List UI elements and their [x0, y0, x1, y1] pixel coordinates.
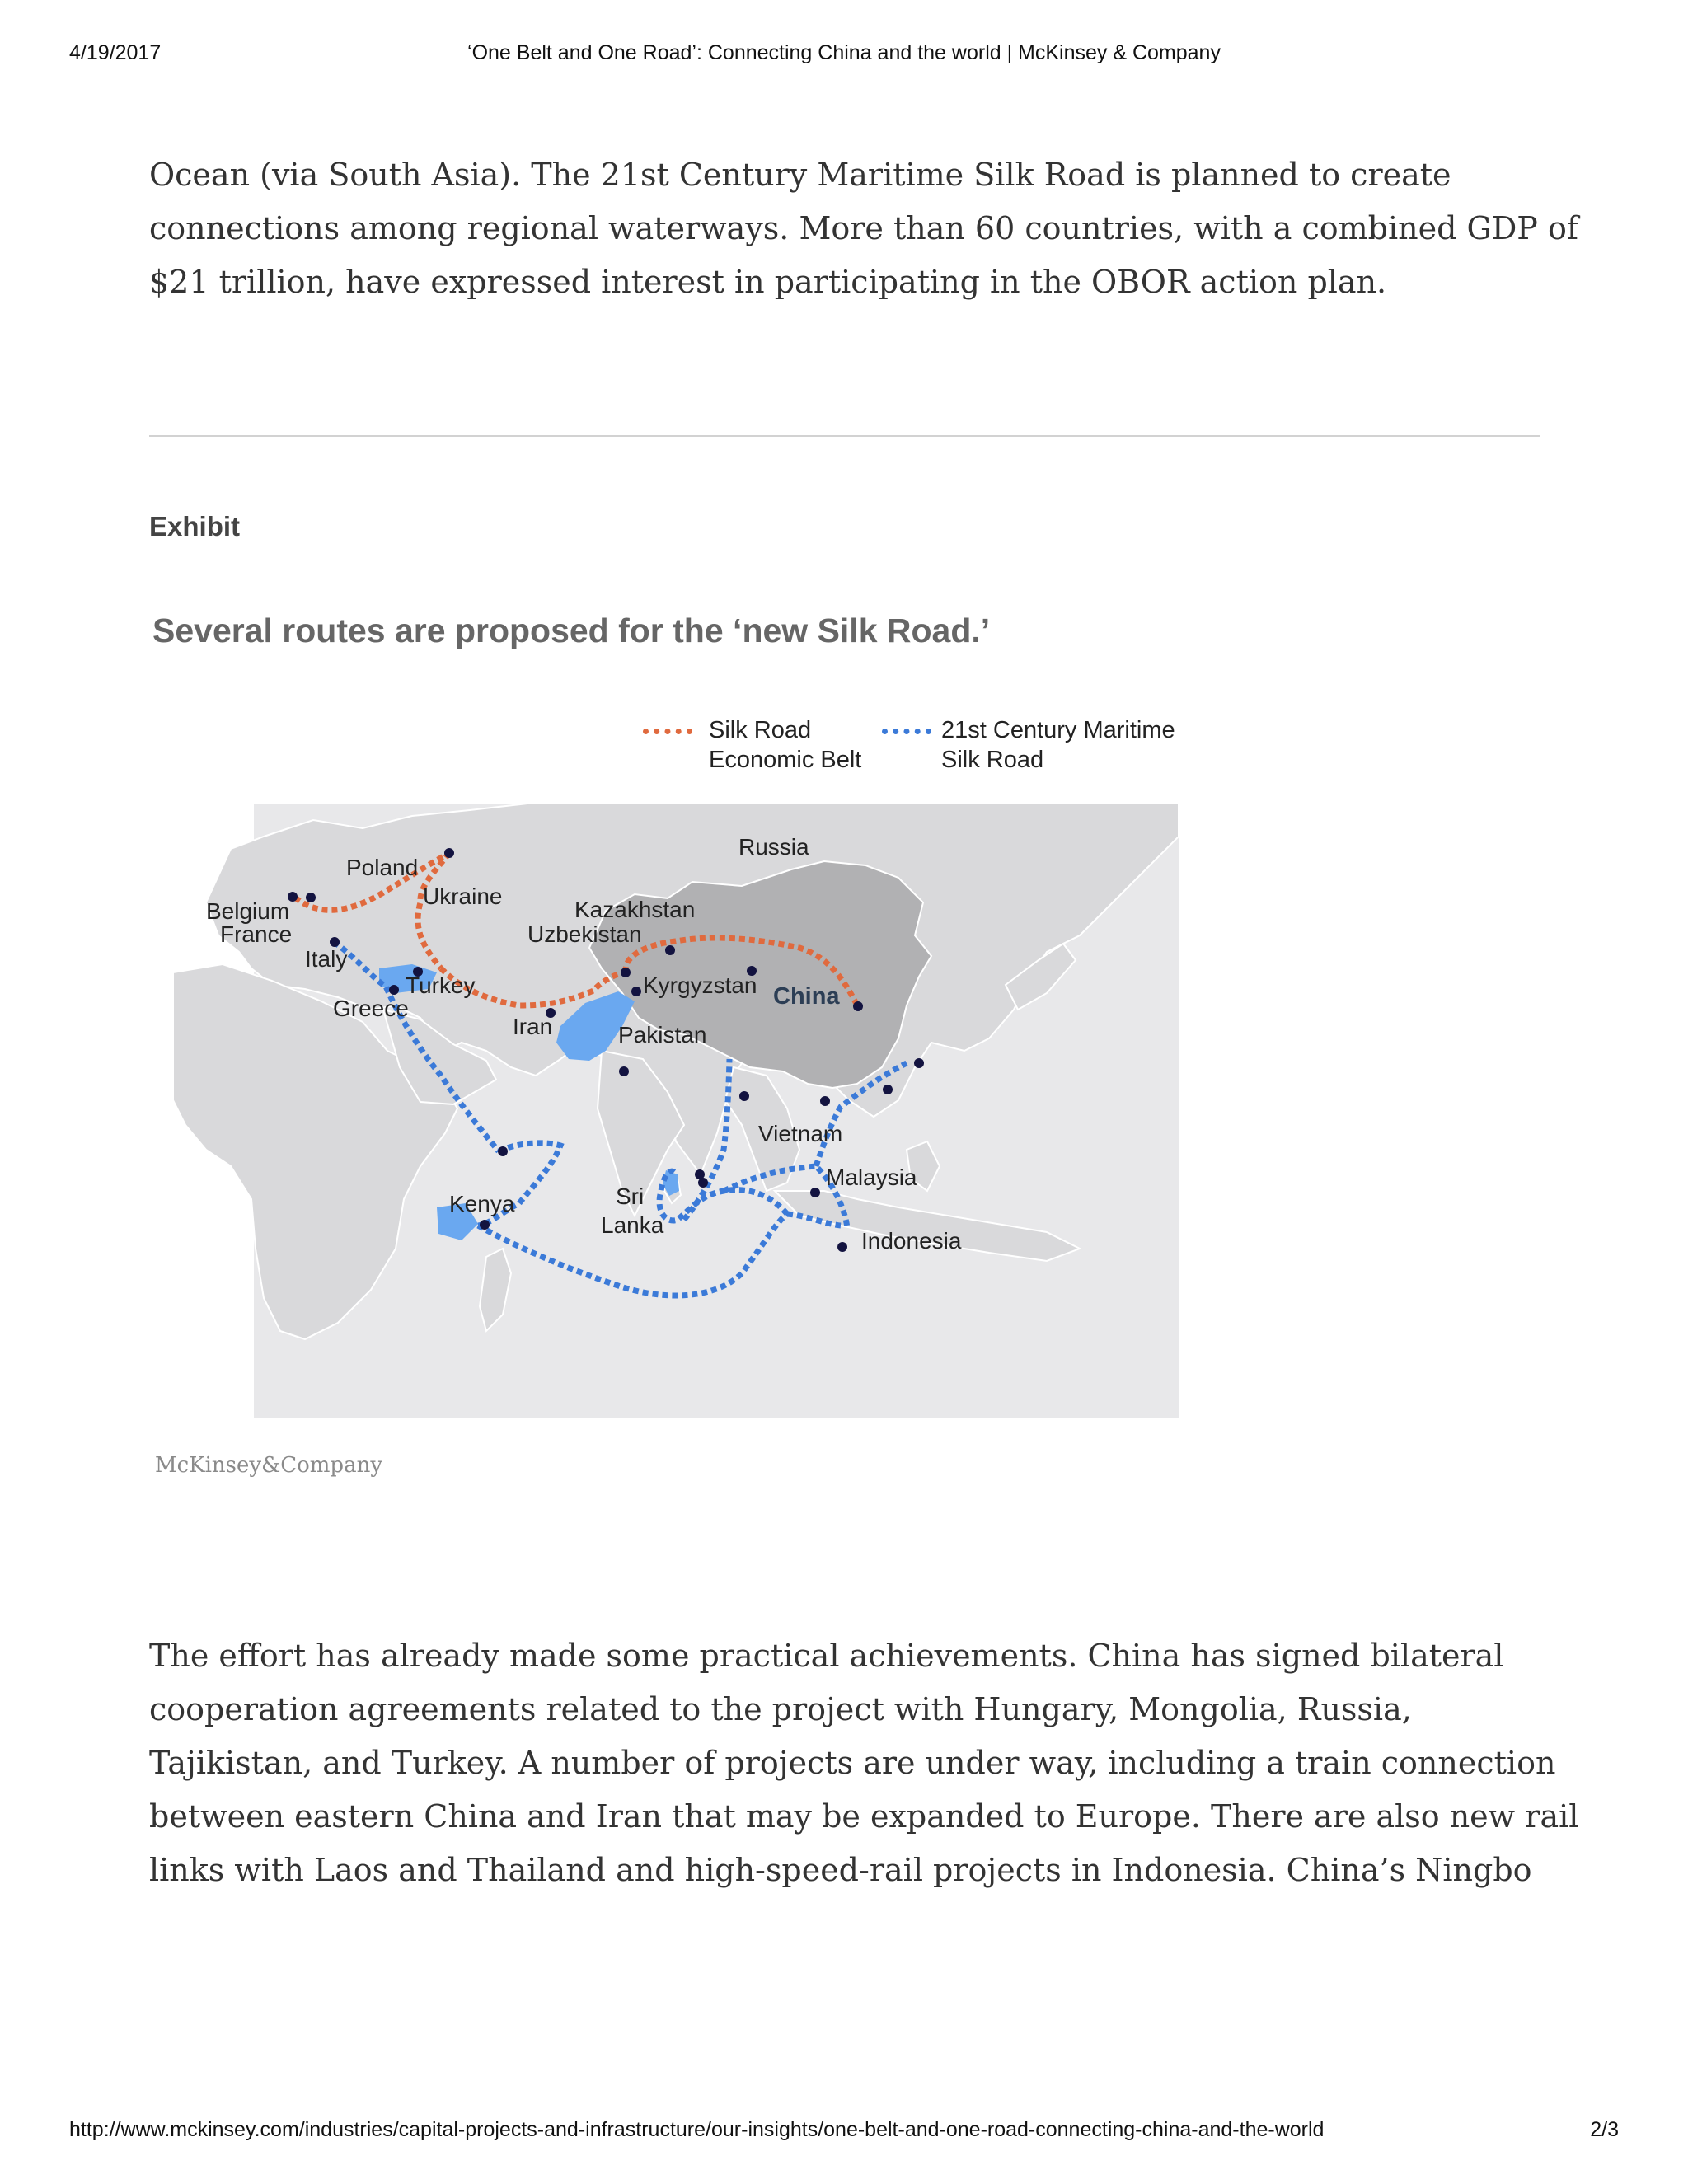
paragraph-line: links with Laos and Thailand and high-speed-rail projects in Indonesia. China’s Ningbo [149, 1852, 1532, 1888]
city-dot [820, 1096, 830, 1106]
city-dot [619, 1066, 629, 1076]
city-dot [914, 1058, 924, 1068]
city-dot [444, 848, 454, 858]
label-turkey: Turkey [406, 972, 476, 998]
label-china: China [773, 983, 840, 1010]
mckinsey-logo: McKinsey&Company [155, 1453, 383, 1478]
paragraph-line: Tajikistan, and Turkey. A number of projects are under way, including a train connection [149, 1745, 1556, 1781]
paragraph-line: The effort has already made some practical achievements. China has signed bilateral [149, 1638, 1504, 1674]
city-dot [480, 1220, 490, 1230]
label-kenya: Kenya [449, 1191, 515, 1216]
body-paragraph-intro [149, 148, 1578, 309]
silk-road-route-map [173, 804, 1179, 1418]
legend-label: Silk Road [941, 747, 1044, 773]
city-dot [621, 968, 631, 977]
legend-swatch-blue-dotted [882, 729, 931, 734]
print-page-title: ‘One Belt and One Road’: Connecting China and the world | McKinsey & Company [467, 41, 1221, 64]
paragraph-line: connections among regional waterways. More than 60 countries, with a combined GDP of [149, 210, 1578, 246]
print-page-number: 2/3 [1590, 2118, 1619, 2141]
print-date: 4/19/2017 [69, 41, 162, 64]
legend-label: 21st Century Maritime [941, 717, 1175, 743]
label-russia: Russia [738, 834, 809, 860]
paragraph-line: cooperation agreements related to the project with Hungary, Mongolia, Russia, [149, 1691, 1412, 1727]
section-divider [149, 435, 1540, 437]
city-dot [739, 1091, 749, 1101]
city-dot [698, 1178, 708, 1188]
city-dot [306, 893, 316, 902]
city-dot [498, 1146, 508, 1156]
label-indonesia: Indonesia [861, 1228, 962, 1254]
paragraph-line: $21 trillion, have expressed interest in participating in the OBOR action plan. [149, 264, 1387, 300]
legend-swatch-orange-dotted [643, 729, 692, 734]
print-footer-url: http://www.mckinsey.com/industries/capital-projects-and-infrastructure/our-insights/one-belt-and-one-road-connecting-china-and-the-world [69, 2118, 1325, 2141]
city-dot [389, 985, 399, 995]
city-dot [810, 1188, 820, 1197]
label-malaysia: Malaysia [826, 1165, 917, 1190]
exhibit-title: Several routes are proposed for the ‘new Silk Road.’ [152, 612, 991, 649]
label-pakistan: Pakistan [618, 1022, 707, 1047]
label-italy: Italy [305, 946, 348, 972]
label-greece: Greece [333, 996, 409, 1021]
label-sri-lanka-line1: Sri [616, 1183, 645, 1209]
body-paragraph-achievements [149, 1629, 1579, 1897]
paragraph-line: Ocean (via South Asia). The 21st Century Maritime Silk Road is planned to create [149, 157, 1451, 193]
city-dot [883, 1085, 893, 1094]
map-legend [643, 715, 1236, 781]
label-kazakhstan: Kazakhstan [574, 897, 696, 922]
city-dot [665, 945, 675, 955]
label-ukraine: Ukraine [423, 883, 503, 909]
city-dot [853, 1001, 863, 1011]
city-dot [837, 1242, 847, 1252]
legend-label: Economic Belt [709, 747, 862, 773]
map-graphic [173, 804, 1179, 1418]
label-kyrgyzstan: Kyrgyzstan [643, 972, 757, 998]
city-dot [631, 987, 641, 996]
label-belgium: Belgium [206, 898, 290, 924]
label-france: France [220, 921, 293, 947]
label-iran: Iran [513, 1014, 553, 1039]
legend-label: Silk Road [709, 717, 812, 743]
label-vietnam: Vietnam [758, 1121, 843, 1146]
exhibit-label: Exhibit [149, 511, 241, 541]
label-uzbekistan: Uzbekistan [528, 921, 642, 947]
label-sri-lanka-line2: Lanka [601, 1212, 664, 1238]
label-poland: Poland [346, 855, 419, 880]
paragraph-line: between eastern China and Iran that may be expanded to Europe. There are also new rail [149, 1798, 1579, 1835]
